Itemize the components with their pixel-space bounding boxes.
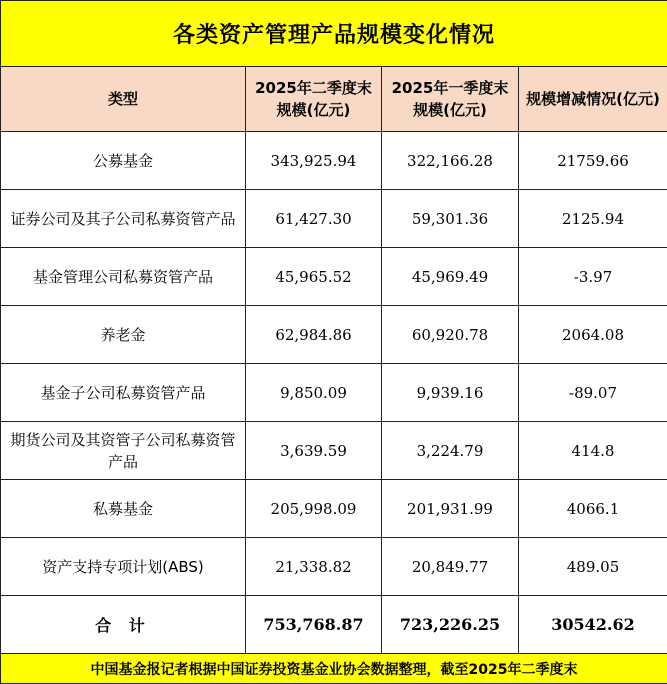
cell-change: 4066.1 bbox=[519, 480, 667, 538]
cell-change: -3.97 bbox=[519, 248, 667, 306]
table-row bbox=[1, 248, 667, 306]
table-row bbox=[1, 190, 667, 248]
cell-q1: 60,920.78 bbox=[382, 306, 519, 364]
cell-q2: 9,850.09 bbox=[246, 364, 382, 422]
cell-q1: 201,931.99 bbox=[382, 480, 519, 538]
cell-q1: 322,166.28 bbox=[382, 132, 519, 190]
total-change: 30542.62 bbox=[519, 596, 667, 654]
table-title: 各类资产管理产品规模变化情况 bbox=[1, 1, 667, 67]
cell-q1: 59,301.36 bbox=[382, 190, 519, 248]
cell-type: 养老金 bbox=[1, 306, 246, 364]
cell-q1: 3,224.79 bbox=[382, 422, 519, 480]
table-row bbox=[1, 364, 667, 422]
total-q2: 753,768.87 bbox=[246, 596, 382, 654]
cell-type: 资产支持专项计划(ABS) bbox=[1, 538, 246, 596]
cell-change: 21759.66 bbox=[519, 132, 667, 190]
cell-change: 489.05 bbox=[519, 538, 667, 596]
table-row bbox=[1, 132, 667, 190]
cell-type: 公募基金 bbox=[1, 132, 246, 190]
cell-q2: 21,338.82 bbox=[246, 538, 382, 596]
cell-q1: 45,969.49 bbox=[382, 248, 519, 306]
total-label: 合 计 bbox=[1, 596, 246, 654]
header-type: 类型 bbox=[1, 67, 246, 132]
cell-change: 414.8 bbox=[519, 422, 667, 480]
cell-type: 基金子公司私募资管产品 bbox=[1, 364, 246, 422]
table-row bbox=[1, 306, 667, 364]
cell-q2: 61,427.30 bbox=[246, 190, 382, 248]
total-row bbox=[1, 596, 667, 654]
table-row bbox=[1, 538, 667, 596]
cell-q2: 62,984.86 bbox=[246, 306, 382, 364]
cell-type: 期货公司及其资管子公司私募资管产品 bbox=[1, 422, 246, 480]
cell-q1: 20,849.77 bbox=[382, 538, 519, 596]
cell-q1: 9,939.16 bbox=[382, 364, 519, 422]
cell-type: 私募基金 bbox=[1, 480, 246, 538]
header-row bbox=[1, 67, 667, 132]
cell-type: 证券公司及其子公司私募资管产品 bbox=[1, 190, 246, 248]
cell-q2: 3,639.59 bbox=[246, 422, 382, 480]
table-row bbox=[1, 422, 667, 480]
header-q1: 2025年一季度末规模(亿元) bbox=[382, 67, 519, 132]
cell-change: 2125.94 bbox=[519, 190, 667, 248]
source-note: 中国基金报记者根据中国证券投资基金业协会数据整理，截至2025年二季度末 bbox=[1, 654, 667, 684]
header-q2: 2025年二季度末规模(亿元) bbox=[246, 67, 382, 132]
cell-q2: 343,925.94 bbox=[246, 132, 382, 190]
header-change: 规模增减情况(亿元) bbox=[519, 67, 667, 132]
table-row bbox=[1, 480, 667, 538]
cell-type: 基金管理公司私募资管产品 bbox=[1, 248, 246, 306]
cell-change: -89.07 bbox=[519, 364, 667, 422]
cell-q2: 45,965.52 bbox=[246, 248, 382, 306]
total-q1: 723,226.25 bbox=[382, 596, 519, 654]
cell-q2: 205,998.09 bbox=[246, 480, 382, 538]
cell-change: 2064.08 bbox=[519, 306, 667, 364]
